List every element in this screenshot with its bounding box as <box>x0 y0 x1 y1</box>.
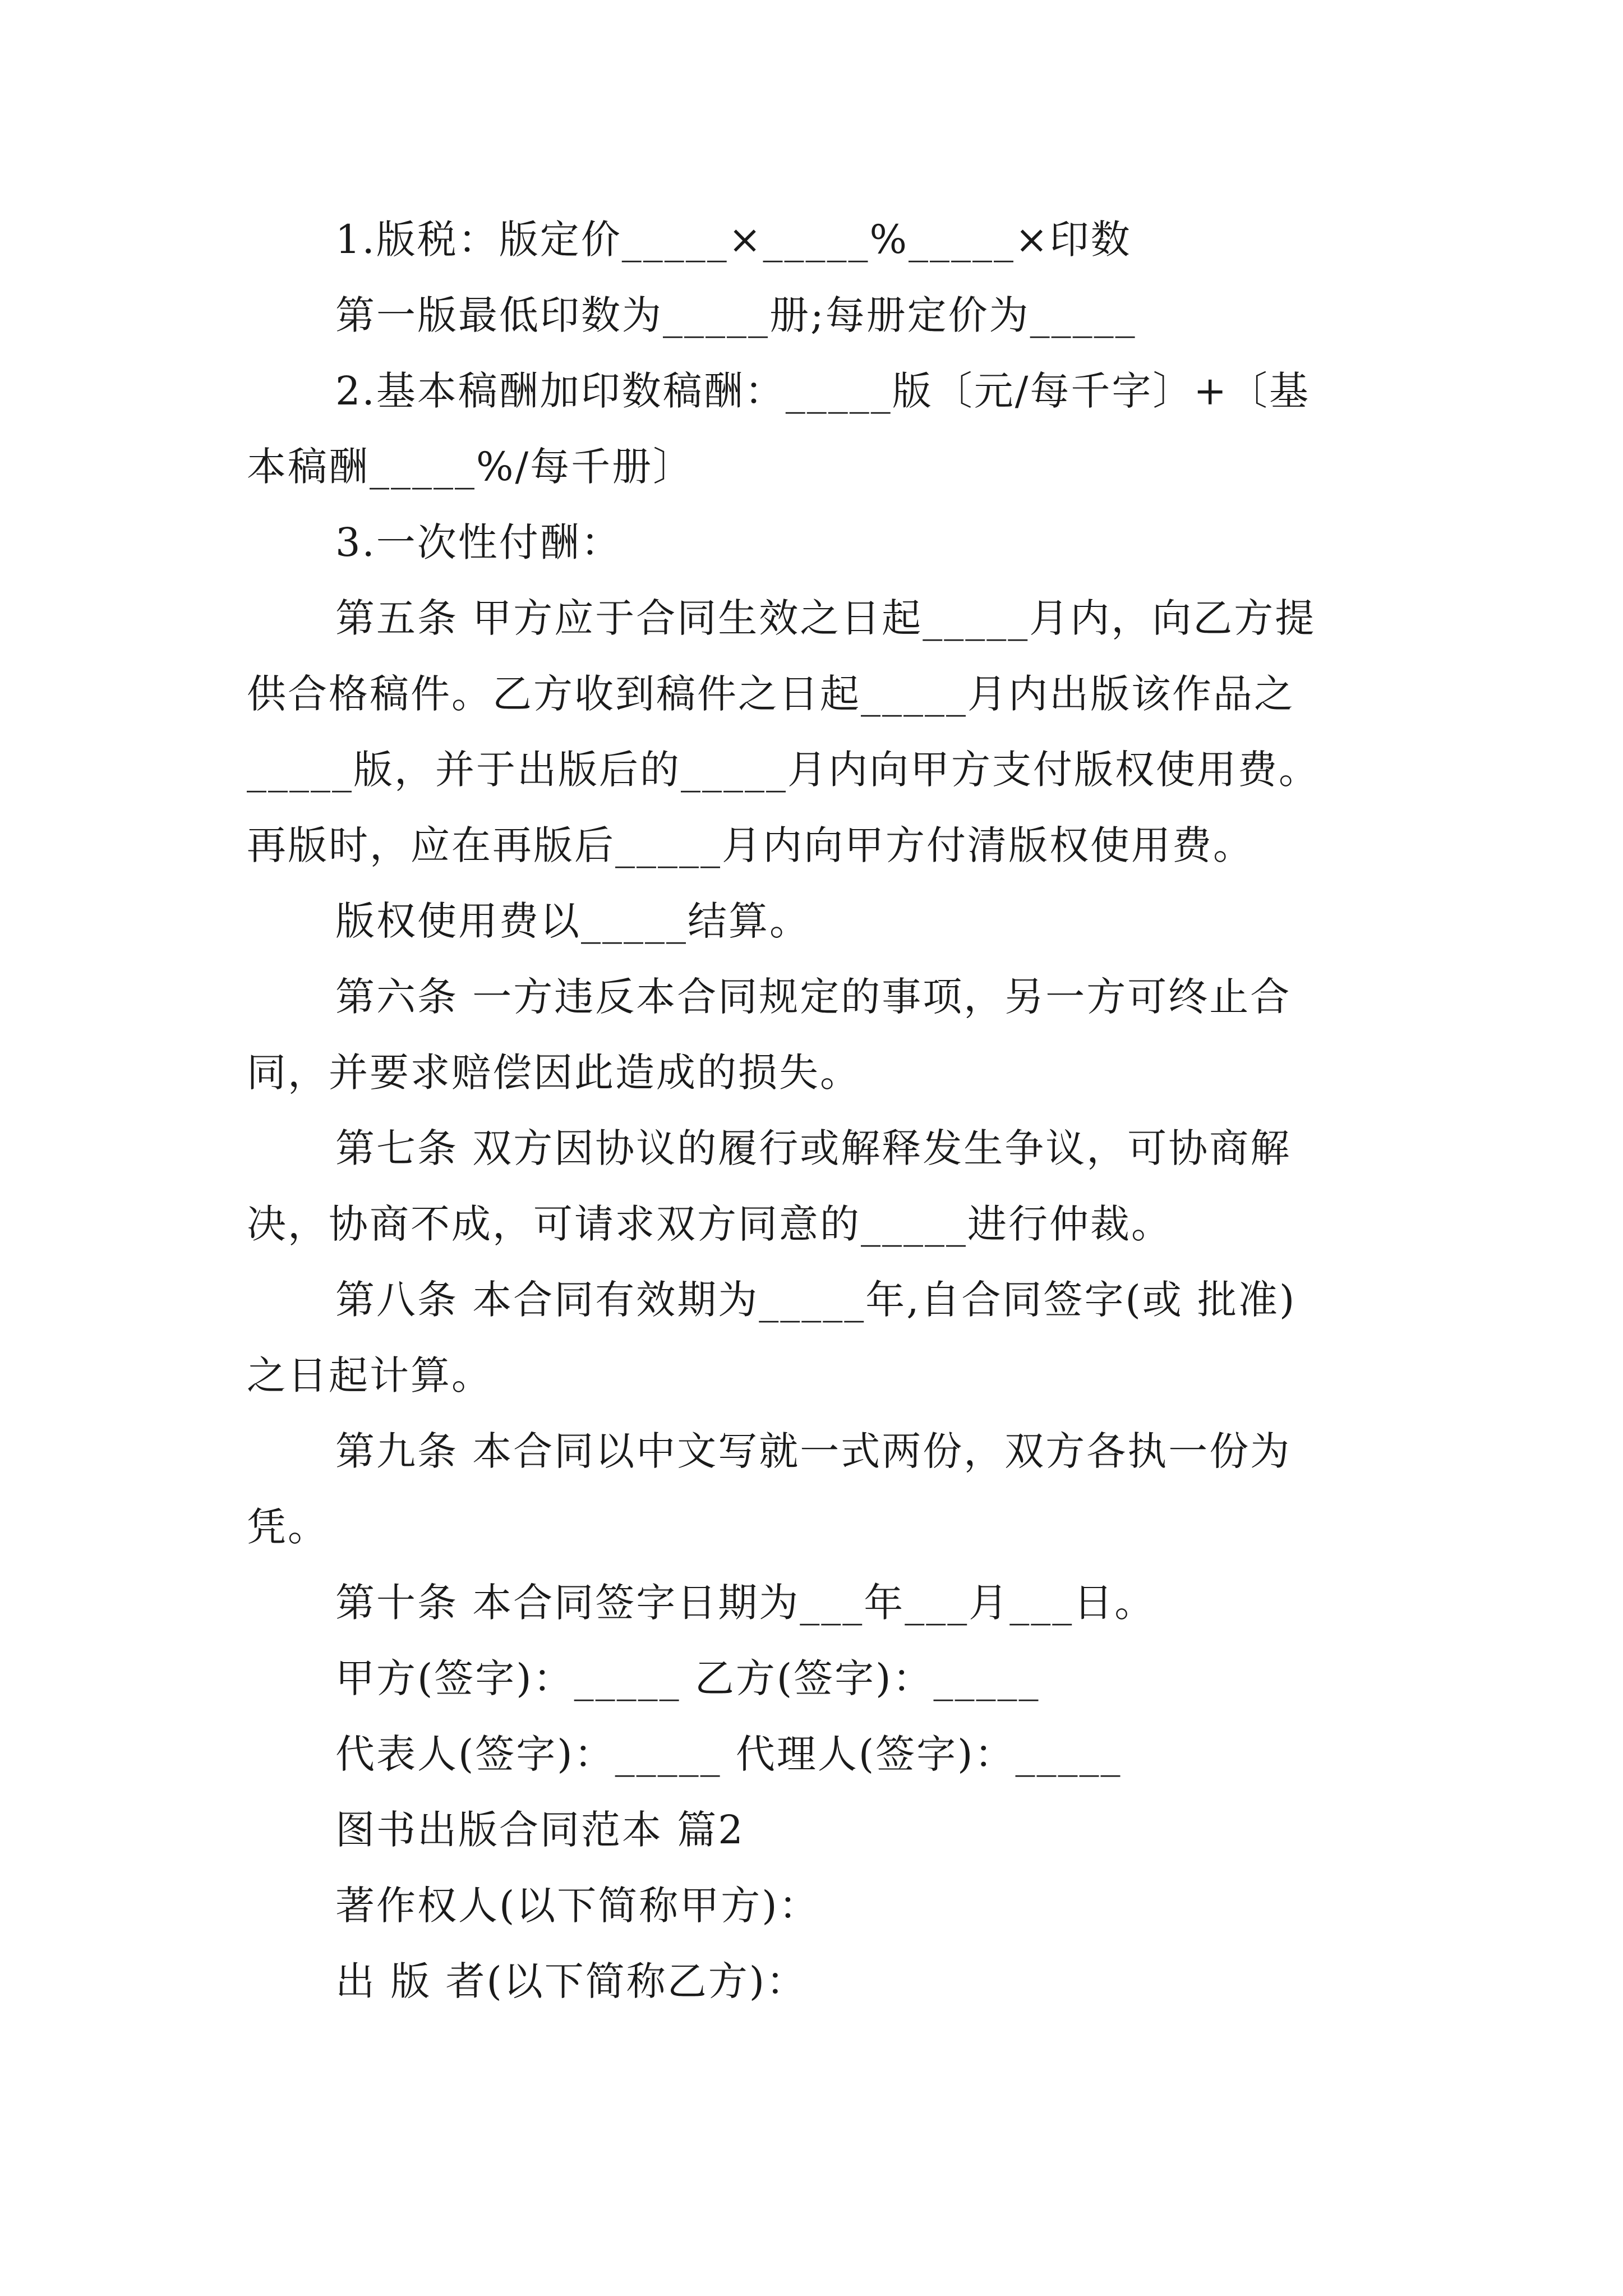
royalty-clause-line: 1.版税：版定价_____×_____%_____×印数 <box>335 217 1132 263</box>
lump-sum-clause-line: 3.一次性付酬： <box>335 519 622 565</box>
article-5-line-4: 再版时，应在再版后_____月内向甲方付清版权使用费。 <box>247 822 1254 868</box>
article-5-line-3: _____版，并于出版后的_____月内向甲方支付版权使用费。 <box>247 747 1320 793</box>
article-6-line-1: 第六条 一方违反本合同规定的事项，另一方可终止合 <box>335 974 1292 1020</box>
basic-fee-clause-line: 2.基本稿酬加印数稿酬：_____版〔元/每千字〕+〔基 <box>335 368 1311 414</box>
article-9-line-1: 第九条 本合同以中文写就一式两份，双方各执一份为 <box>335 1428 1292 1474</box>
article-8-line-1: 第八条 本合同有效期为_____年,自合同签字(或 批准) <box>335 1277 1297 1323</box>
representative-signature-line: 代表人(签字)：_____ 代理人(签字)：_____ <box>335 1731 1122 1777</box>
basic-fee-clause-continuation: 本稿酬_____%/每千册〕 <box>247 444 694 490</box>
article-7-line-2: 决，协商不成，可请求双方同意的_____进行仲裁。 <box>247 1201 1172 1247</box>
publisher-line: 出 版 者(以下简称乙方)： <box>335 1958 808 2004</box>
article-7-line-1: 第七条 双方因协议的履行或解释发生争议，可协商解 <box>335 1125 1292 1171</box>
article-8-line-2: 之日起计算。 <box>247 1352 492 1398</box>
copyright-holder-line: 著作权人(以下简称甲方)： <box>335 1883 820 1929</box>
article-5-line-2: 供合格稿件。乙方收到稿件之日起_____月内出版该作品之 <box>247 671 1295 717</box>
party-signature-line: 甲方(签字)：_____ 乙方(签字)：_____ <box>335 1655 1040 1701</box>
section-heading: 图书出版合同范本 篇2 <box>335 1807 745 1853</box>
article-6-line-2: 同，并要求赔偿因此造成的损失。 <box>247 1050 861 1096</box>
article-5-line-1: 第五条 甲方应于合同生效之日起_____月内，向乙方提 <box>335 595 1316 641</box>
first-edition-print-line: 第一版最低印数为_____册;每册定价为_____ <box>335 292 1137 338</box>
article-10-line: 第十条 本合同签字日期为___年___月___日。 <box>335 1580 1156 1626</box>
settlement-line: 版权使用费以_____结算。 <box>335 898 810 944</box>
article-9-line-2: 凭。 <box>247 1504 329 1550</box>
